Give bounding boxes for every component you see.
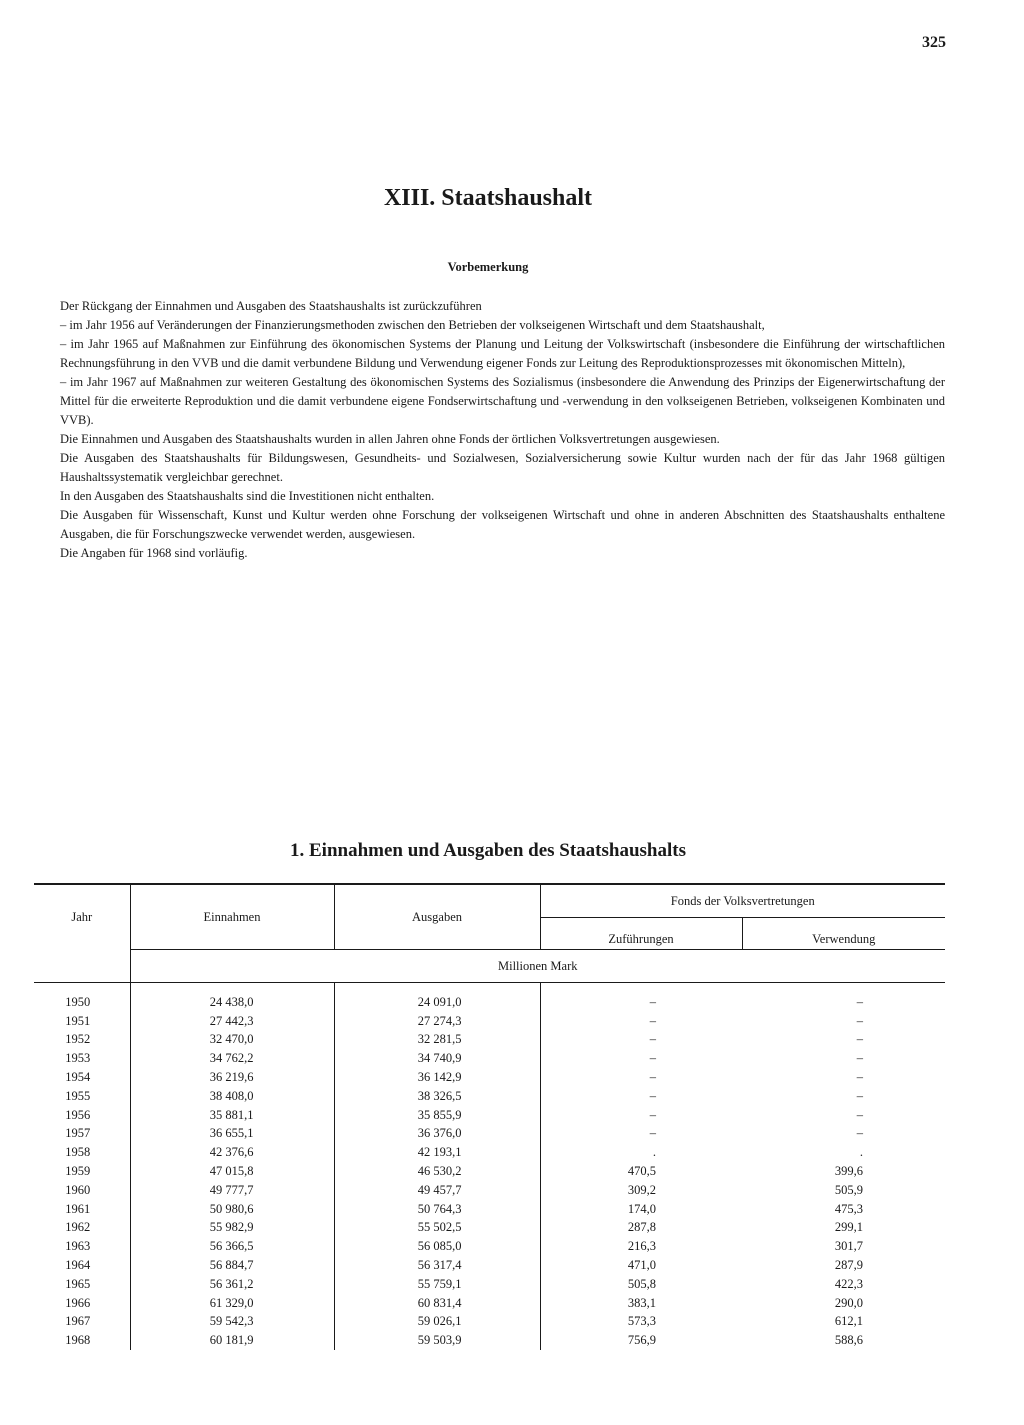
- preface-heading: Vorbemerkung: [447, 260, 529, 274]
- header-additions: Zuführungen: [540, 918, 742, 950]
- cell-income: 34 762,2: [130, 1049, 334, 1068]
- cell-usage: –: [856, 1051, 864, 1066]
- cell-income: 36 219,6: [130, 1068, 334, 1087]
- cell-expenditure: 24 091,0: [334, 983, 540, 1012]
- cell-usage: .: [859, 1145, 864, 1160]
- paragraph: Die Einnahmen und Ausgaben des Staatshaushalts wurden in allen Jahren ohne Fonds der örtlichen Volksvertretungen ausgewiesen.: [60, 432, 720, 446]
- cell-additions: 309,2: [627, 1182, 656, 1197]
- cell-additions: 216,3: [627, 1239, 656, 1254]
- cell-income: 32 470,0: [130, 1031, 334, 1050]
- cell-income: 50 980,6: [130, 1200, 334, 1219]
- cell-income: 27 442,3: [130, 1012, 334, 1031]
- cell-income: 49 777,7: [130, 1181, 334, 1200]
- cell-usage: 475,3: [834, 1201, 864, 1216]
- paragraph: Die Angaben für 1968 sind vorläufig.: [60, 546, 248, 560]
- cell-usage: 505,9: [834, 1182, 864, 1197]
- cell-year: 1953: [34, 1049, 130, 1068]
- cell-expenditure: 35 855,9: [334, 1106, 540, 1125]
- cell-year: 1964: [34, 1256, 130, 1275]
- table-row: [34, 1068, 945, 1087]
- table-row: [34, 1237, 945, 1256]
- cell-year: 1951: [34, 1012, 130, 1031]
- cell-expenditure: 36 376,0: [334, 1125, 540, 1144]
- cell-year: 1956: [34, 1106, 130, 1125]
- table-row: [34, 1143, 945, 1162]
- cell-income: 60 181,9: [130, 1331, 334, 1350]
- cell-year: 1966: [34, 1294, 130, 1313]
- cell-income: 56 366,5: [130, 1237, 334, 1256]
- table-body: [34, 983, 945, 1351]
- cell-year: 1965: [34, 1275, 130, 1294]
- cell-additions: 471,0: [627, 1258, 656, 1273]
- table-row: [34, 1125, 945, 1144]
- cell-additions: 174,0: [627, 1201, 656, 1216]
- cell-additions: –: [649, 1013, 656, 1028]
- cell-additions: –: [649, 1032, 656, 1047]
- cell-additions: –: [649, 1107, 656, 1122]
- cell-income: 38 408,0: [130, 1087, 334, 1106]
- cell-usage: 287,9: [834, 1258, 864, 1273]
- cell-expenditure: 59 503,9: [334, 1331, 540, 1350]
- paragraph: – im Jahr 1965 auf Maßnahmen zur Einführung des ökonomischen Systems der Planung und Leitung der Volkswirtschaft (insbesondere die Einführung der wirtschaftlichen Rechnungsführung in den VVB und die damit verbundene Bildung und Verwendung eigener Fonds zur Leitung des Reproduktionsprozesses mit ökonomischen Mitteln),: [60, 337, 945, 370]
- cell-usage: –: [856, 1032, 864, 1047]
- cell-additions: 505,8: [627, 1276, 656, 1291]
- cell-additions: –: [649, 994, 656, 1009]
- cell-income: 56 361,2: [130, 1275, 334, 1294]
- cell-year: 1962: [34, 1219, 130, 1238]
- cell-usage: –: [856, 1126, 864, 1141]
- cell-additions: –: [649, 1051, 656, 1066]
- cell-usage: 290,0: [834, 1295, 864, 1310]
- cell-expenditure: 50 764,3: [334, 1200, 540, 1219]
- header-expenditure: Ausgaben: [334, 884, 540, 950]
- table-row: [34, 983, 945, 1012]
- paragraph: Der Rückgang der Einnahmen und Ausgaben des Staatshaushalts ist zurückzuführen: [60, 299, 482, 313]
- cell-income: 24 438,0: [130, 983, 334, 1012]
- cell-expenditure: 56 317,4: [334, 1256, 540, 1275]
- cell-year: 1959: [34, 1162, 130, 1181]
- cell-year: 1968: [34, 1331, 130, 1350]
- paragraph: Die Ausgaben für Wissenschaft, Kunst und Kultur werden ohne Forschung der volkseigenen Wirtschaft und ohne in anderen Abschnitten des Staatshaushalts enthaltene Ausgaben, die für Forschungszwecke verwendet werden, ausgewiesen.: [60, 508, 945, 541]
- table-row: [34, 1012, 945, 1031]
- header-fonds-group: Fonds der Volksvertretungen: [540, 884, 945, 918]
- table-row: [34, 1087, 945, 1106]
- table-row: [34, 1331, 945, 1350]
- cell-expenditure: 36 142,9: [334, 1068, 540, 1087]
- cell-expenditure: 27 274,3: [334, 1012, 540, 1031]
- cell-year: 1961: [34, 1200, 130, 1219]
- table-row: [34, 1106, 945, 1125]
- cell-usage: 399,6: [834, 1164, 864, 1179]
- cell-additions: –: [649, 1070, 656, 1085]
- table-row: [34, 1162, 945, 1181]
- table-row: [34, 1200, 945, 1219]
- budget-table: [34, 883, 945, 1350]
- table-row: [34, 1031, 945, 1050]
- cell-usage: 588,6: [834, 1333, 864, 1348]
- cell-usage: –: [856, 1107, 864, 1122]
- cell-income: 59 542,3: [130, 1313, 334, 1332]
- cell-expenditure: 59 026,1: [334, 1313, 540, 1332]
- table-row: [34, 1219, 945, 1238]
- cell-expenditure: 32 281,5: [334, 1031, 540, 1050]
- cell-year: 1957: [34, 1125, 130, 1144]
- cell-year: 1958: [34, 1143, 130, 1162]
- table-row: [34, 1275, 945, 1294]
- cell-additions: 470,5: [627, 1164, 656, 1179]
- cell-year: 1950: [34, 983, 130, 1012]
- cell-usage: –: [856, 1070, 864, 1085]
- chapter-title: XIII. Staatshaushalt: [383, 185, 593, 211]
- cell-year: 1963: [34, 1237, 130, 1256]
- table-row: [34, 1313, 945, 1332]
- cell-additions: 756,9: [627, 1333, 656, 1348]
- cell-usage: 301,7: [834, 1239, 864, 1254]
- cell-income: 56 884,7: [130, 1256, 334, 1275]
- header-usage: Verwendung: [812, 932, 876, 946]
- header-income: Einnahmen: [130, 884, 334, 950]
- header-unit: Millionen Mark: [130, 950, 945, 983]
- cell-usage: 299,1: [834, 1220, 864, 1235]
- cell-additions: –: [649, 1126, 656, 1141]
- cell-usage: 422,3: [834, 1276, 864, 1291]
- cell-income: 42 376,6: [130, 1143, 334, 1162]
- cell-additions: –: [649, 1088, 656, 1103]
- cell-expenditure: 56 085,0: [334, 1237, 540, 1256]
- cell-year: 1967: [34, 1313, 130, 1332]
- cell-expenditure: 42 193,1: [334, 1143, 540, 1162]
- cell-additions: 383,1: [627, 1295, 656, 1310]
- cell-year: 1960: [34, 1181, 130, 1200]
- paragraph: In den Ausgaben des Staatshaushalts sind die Investitionen nicht enthalten.: [60, 489, 435, 503]
- table-row: [34, 1181, 945, 1200]
- paragraph: Die Ausgaben des Staatshaushalts für Bildungswesen, Gesundheits- und Sozialwesen, Sozialversicherung sowie Kultur wurden nach der für das Jahr 1968 gültigen Haushaltssystematik vergleichbar gerechnet.: [60, 451, 945, 484]
- cell-income: 55 982,9: [130, 1219, 334, 1238]
- table-row: [34, 1256, 945, 1275]
- cell-expenditure: 34 740,9: [334, 1049, 540, 1068]
- table-row: [34, 1049, 945, 1068]
- cell-expenditure: 55 759,1: [334, 1275, 540, 1294]
- paragraph: – im Jahr 1967 auf Maßnahmen zur weiteren Gestaltung des ökonomischen Systems des Sozialismus (insbesondere die Anwendung des Prinzips der Eigenerwirtschaftung der Mittel für die erweiterte Reproduktion und die damit verbundene eigene Fondserwirtschaftung und -verwendung in den volkseigenen Betrieben, volkseigenen Kombinaten und VVB).: [60, 375, 945, 427]
- table-row: [34, 1294, 945, 1313]
- cell-year: 1954: [34, 1068, 130, 1087]
- table-title: 1. Einnahmen und Ausgaben des Staatshaushalts: [290, 840, 686, 861]
- cell-additions: 573,3: [627, 1314, 656, 1329]
- cell-expenditure: 38 326,5: [334, 1087, 540, 1106]
- cell-usage: 612,1: [834, 1314, 864, 1329]
- cell-expenditure: 49 457,7: [334, 1181, 540, 1200]
- cell-usage: –: [856, 994, 864, 1009]
- paragraph: – im Jahr 1956 auf Veränderungen der Finanzierungsmethoden zwischen den Betrieben der volkseigenen Wirtschaft und dem Staatshaushalt,: [60, 318, 765, 332]
- preface-text: [60, 297, 945, 563]
- cell-income: 35 881,1: [130, 1106, 334, 1125]
- cell-expenditure: 60 831,4: [334, 1294, 540, 1313]
- cell-income: 36 655,1: [130, 1125, 334, 1144]
- header-year: Jahr: [34, 884, 130, 950]
- cell-expenditure: 46 530,2: [334, 1162, 540, 1181]
- cell-usage: –: [856, 1013, 864, 1028]
- cell-year: 1955: [34, 1087, 130, 1106]
- cell-income: 47 015,8: [130, 1162, 334, 1181]
- cell-usage: –: [856, 1088, 864, 1103]
- cell-year: 1952: [34, 1031, 130, 1050]
- cell-additions: 287,8: [627, 1220, 656, 1235]
- cell-additions: .: [652, 1145, 656, 1160]
- cell-income: 61 329,0: [130, 1294, 334, 1313]
- cell-expenditure: 55 502,5: [334, 1219, 540, 1238]
- page-number: 325: [922, 34, 946, 51]
